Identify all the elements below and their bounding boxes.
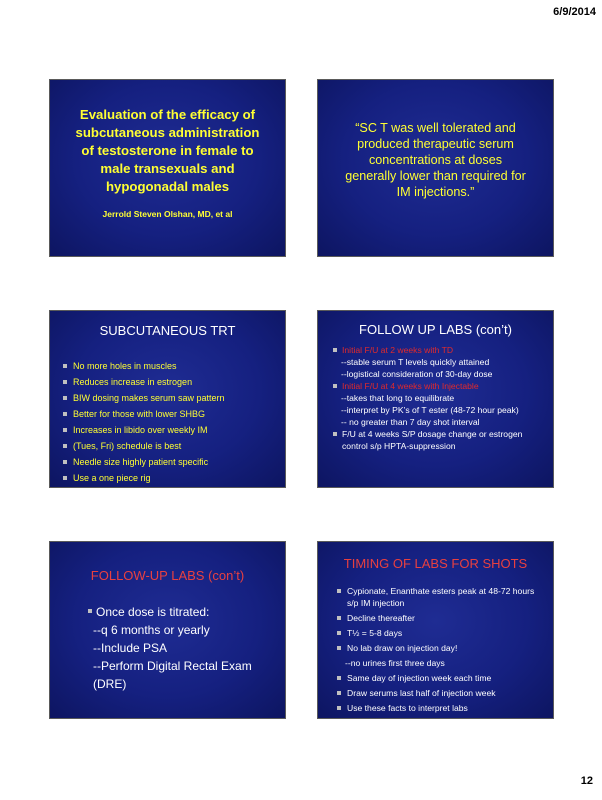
page-number: 12 — [580, 775, 593, 787]
list-item-text: No more holes in muscles — [73, 361, 177, 371]
list-item — [63, 390, 279, 406]
quote-line: produced therapeutic serum — [357, 137, 514, 151]
list-item-text: Cypionate, Enanthate esters peak at 48-72 hours s/p IM injection — [347, 586, 535, 608]
slide-2 — [317, 79, 554, 257]
list-item-text: --takes that long to equilibrate — [341, 393, 455, 403]
slide-6-title: TIMING OF LABS FOR SHOTS — [343, 556, 528, 571]
slide-4 — [317, 310, 554, 488]
list-item — [63, 358, 279, 374]
list-item-text: Once dose is titrated: — [96, 605, 210, 619]
square-bullet-icon — [63, 476, 67, 480]
list-subitem — [333, 416, 545, 428]
list-item — [337, 642, 545, 654]
slide-4-title: FOLLOW UP LABS (con’t) — [359, 322, 512, 337]
square-bullet-icon — [63, 412, 67, 416]
square-bullet-icon — [333, 432, 337, 436]
list-item — [337, 612, 545, 624]
square-bullet-icon — [337, 589, 341, 593]
list-item — [333, 380, 545, 392]
list-item — [63, 422, 279, 438]
list-item-text: BIW dosing makes serum saw pattern — [73, 393, 225, 403]
square-bullet-icon — [333, 384, 337, 388]
list-item — [333, 428, 545, 452]
print-date: 6/9/2014 — [553, 6, 596, 18]
list-item-text: Decline thereafter — [347, 613, 415, 623]
list-item — [333, 344, 545, 356]
list-item-text: --logistical consideration of 30-day dose — [341, 369, 493, 379]
list-subitem — [88, 621, 279, 639]
list-item-text: Initial F/U at 4 weeks with Injectable — [342, 381, 479, 391]
slide-6 — [317, 541, 554, 719]
list-item-text: --q 6 months or yearly — [93, 623, 210, 637]
list-subitem — [88, 657, 279, 693]
quote-line: IM injections.” — [396, 185, 475, 199]
list-item-text: Use a one piece rig — [73, 473, 151, 483]
list-item — [63, 374, 279, 390]
slide-1-title-line: Evaluation of the efficacy of — [79, 107, 256, 122]
list-item — [63, 406, 279, 422]
list-item-text: --no urines first three days — [345, 658, 445, 668]
slide-1-title-line: of testosterone in female to — [81, 143, 254, 158]
slide-1-title — [58, 106, 277, 196]
list-item-text: --Include PSA — [93, 641, 168, 655]
list-item — [337, 702, 545, 714]
slide-3-title: SUBCUTANEOUS TRT — [99, 323, 236, 338]
list-item-text: F/U at 4 weeks S/P dosage change or estrogen control s/p HPTA-suppression — [342, 429, 523, 451]
list-item — [63, 438, 279, 454]
square-bullet-icon — [63, 380, 67, 384]
square-bullet-icon — [337, 616, 341, 620]
square-bullet-icon — [337, 631, 341, 635]
square-bullet-icon — [63, 428, 67, 432]
list-item-text: --interpret by PK’s of T ester (48-72 hour peak) — [341, 405, 519, 415]
list-subitem — [333, 404, 545, 416]
square-bullet-icon — [88, 609, 92, 613]
list-item-text: T½ = 5-8 days — [347, 628, 403, 638]
list-item-text: Initial F/U at 2 weeks with TD — [342, 345, 454, 355]
slide-6-bullet-list — [337, 585, 545, 717]
square-bullet-icon — [63, 460, 67, 464]
slide-1-title-line: subcutaneous administration — [75, 125, 260, 140]
list-item — [337, 687, 545, 699]
list-item — [63, 470, 279, 486]
slide-1-title-line: male transexuals and — [100, 161, 235, 176]
slide-1 — [49, 79, 286, 257]
quote-line: “SC T was well tolerated and — [355, 121, 516, 135]
slide-5-title: FOLLOW-UP LABS (con’t) — [90, 568, 245, 583]
list-item — [63, 454, 279, 470]
list-item — [337, 585, 545, 609]
list-item-text: Needle size highly patient specific — [73, 457, 209, 467]
slide-3-bullet-list — [63, 358, 279, 486]
list-item-text: -- no greater than 7 day shot interval — [341, 417, 480, 427]
list-item — [337, 627, 545, 639]
list-item-text: Draw serums last half of injection week — [347, 688, 496, 698]
square-bullet-icon — [337, 706, 341, 710]
list-item — [88, 603, 279, 621]
slide-1-title-line: hypogonadal males — [105, 179, 230, 194]
list-item-text: Reduces increase in estrogen — [73, 377, 193, 387]
square-bullet-icon — [63, 396, 67, 400]
list-item-text: Use these facts to interpret labs — [347, 703, 468, 713]
list-subitem — [333, 392, 545, 404]
square-bullet-icon — [337, 691, 341, 695]
list-subitem — [88, 639, 279, 657]
slide-4-bullet-list — [333, 344, 545, 452]
slide-5-bullet-list — [88, 603, 279, 693]
list-item-text: No lab draw on injection day! — [347, 643, 458, 653]
square-bullet-icon — [333, 348, 337, 352]
slide-3 — [49, 310, 286, 488]
list-item-text: Better for those with lower SHBG — [73, 409, 206, 419]
list-item-text: --Perform Digital Rectal Exam (DRE) — [93, 659, 252, 691]
slide-2-quote — [328, 120, 543, 200]
square-bullet-icon — [63, 444, 67, 448]
list-item-text: --stable serum T levels quickly attained — [341, 357, 490, 367]
list-item — [337, 672, 545, 684]
square-bullet-icon — [63, 364, 67, 368]
list-subitem — [333, 368, 545, 380]
list-item-text: Same day of injection week each time — [347, 673, 492, 683]
slide-1-author: Jerrold Steven Olshan, MD, et al — [102, 209, 233, 219]
quote-line: generally lower than required for — [345, 169, 526, 183]
slide-5 — [49, 541, 286, 719]
list-subitem — [333, 356, 545, 368]
square-bullet-icon — [337, 676, 341, 680]
square-bullet-icon — [337, 646, 341, 650]
list-subitem — [337, 657, 545, 669]
quote-line: concentrations at doses — [368, 153, 502, 167]
list-item-text: Increases in libido over weekly IM — [73, 425, 208, 435]
list-item-text: (Tues, Fri) schedule is best — [73, 441, 182, 451]
